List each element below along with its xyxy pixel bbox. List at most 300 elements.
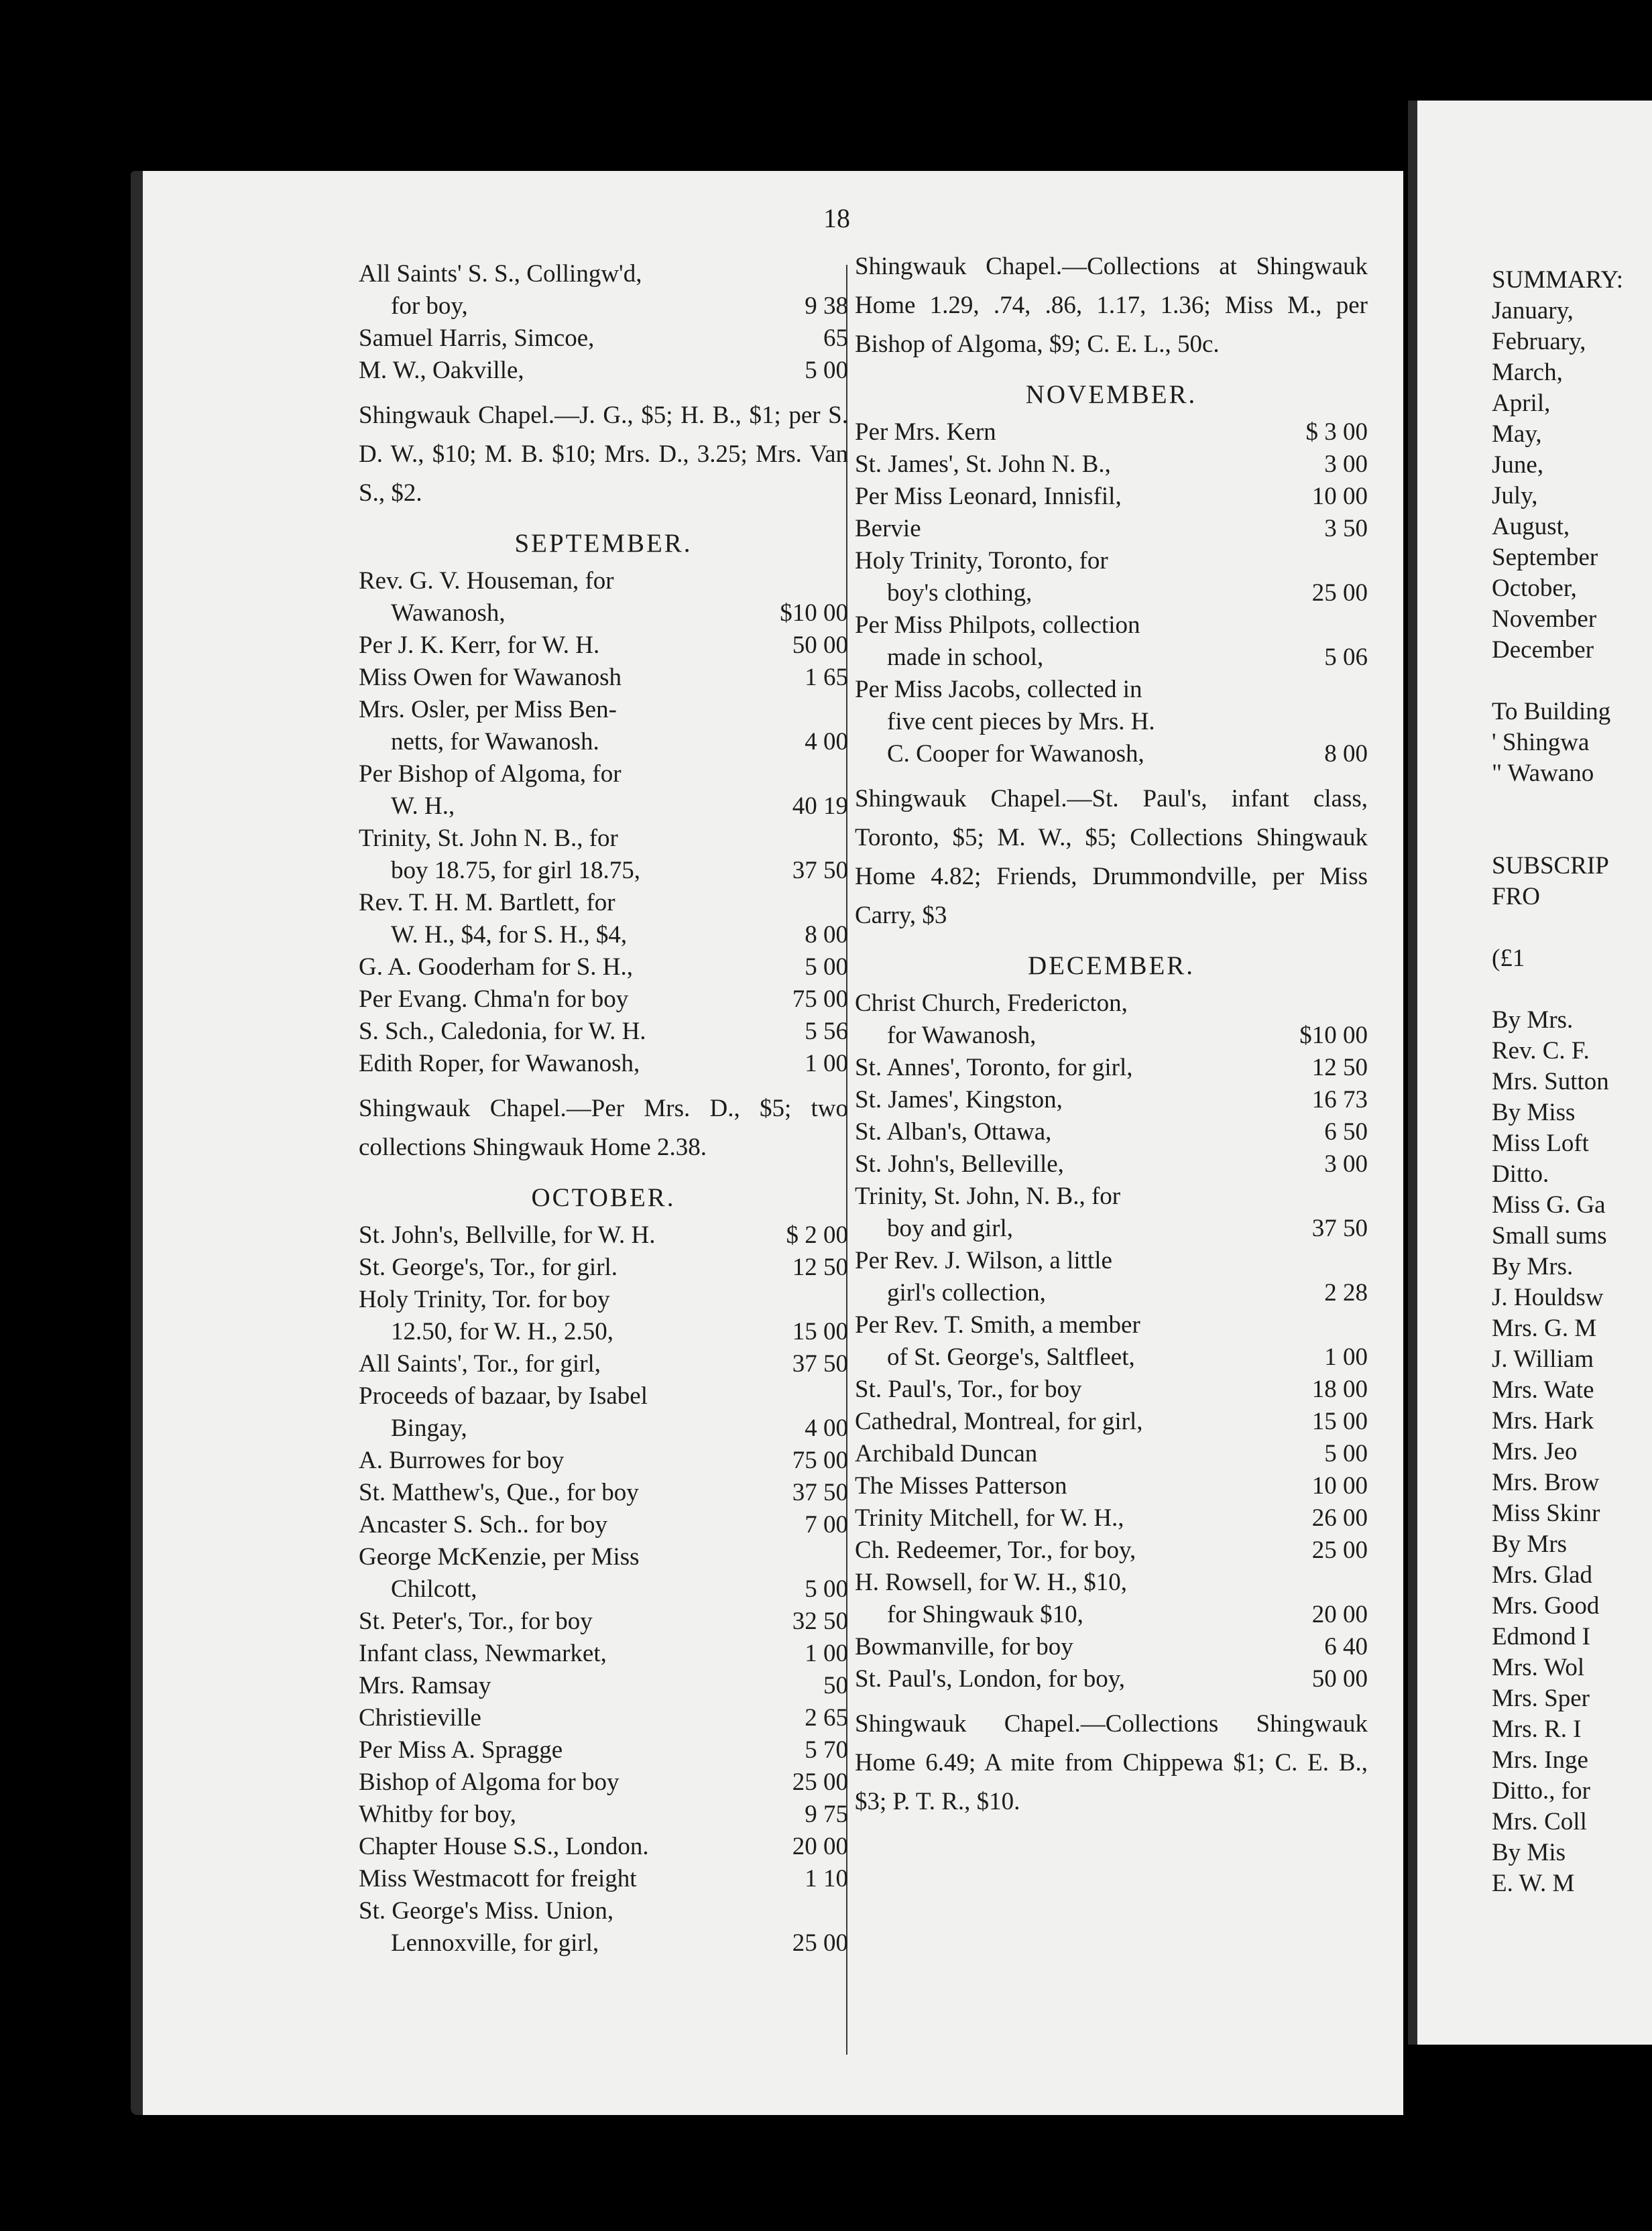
ledger-entry xyxy=(359,1348,848,1380)
entry-amount: 6 40 xyxy=(1324,1633,1368,1661)
entry-amount: 75 00 xyxy=(792,985,848,1013)
entry-donor-continued: of St. George's, Saltfleet, xyxy=(887,1343,1135,1371)
entry-donor xyxy=(359,355,734,387)
entry-donor-text: St. James', St. John N. B., xyxy=(855,450,1111,478)
entry-amount: 50 00 xyxy=(1311,1665,1368,1693)
entry-donor-text: The Misses Patterson xyxy=(855,1472,1067,1500)
facing-page-line: Mrs. Coll xyxy=(1492,1808,1587,1835)
entry-donor xyxy=(359,983,734,1016)
entry-donor-text: Cathedral, Montreal, for girl, xyxy=(855,1408,1143,1435)
entry-amount: 5 00 xyxy=(805,953,848,981)
entry-donor xyxy=(855,1406,1254,1438)
ledger-entry xyxy=(855,1052,1368,1084)
entry-amount: 12 50 xyxy=(792,1254,848,1281)
ledger-entry xyxy=(855,1245,1368,1309)
facing-page-line xyxy=(1492,974,1623,1005)
entry-donor-text: Miss Westmacott for freight xyxy=(359,1865,637,1892)
entry-donor xyxy=(359,1445,734,1477)
entry-donor-text: Bishop of Algoma for boy xyxy=(359,1768,620,1796)
entry-donor-text: All Saints' S. S., Collingw'd, xyxy=(359,260,642,288)
entry-donor-text: Per Mrs. Kern xyxy=(855,418,996,446)
entry-donor xyxy=(359,1284,734,1348)
entry-donor-text: Per Rev. T. Smith, a member xyxy=(855,1311,1140,1339)
entry-donor xyxy=(855,416,1254,448)
entry-amount: $10 00 xyxy=(1299,1022,1368,1049)
entry-donor-text: St. Paul's, Tor., for boy xyxy=(855,1376,1082,1403)
entry-donor xyxy=(359,662,734,694)
chapel-collection-note: Shingwauk Chapel.—St. Paul's, infant class, Toronto, $5; M. W., $5; Collections Shingwauk Home 4.82; Friends, Drummondville, per Miss Carry, $3 xyxy=(855,785,1368,929)
facing-page-line: October, xyxy=(1492,575,1577,602)
entry-amount: 20 00 xyxy=(1311,1601,1368,1628)
facing-page-line: (£1 xyxy=(1492,945,1525,972)
entry-donor-text: St. Paul's, London, for boy, xyxy=(855,1665,1126,1693)
entry-donor xyxy=(359,1252,734,1284)
ledger-entry xyxy=(359,1509,848,1541)
entry-amount: 4 00 xyxy=(805,1414,848,1442)
entry-donor xyxy=(359,694,734,758)
entry-donor xyxy=(359,758,734,823)
entry-donor-continued: girl's collection, xyxy=(887,1279,1046,1307)
facing-page-line: Mrs. G. M xyxy=(1492,1315,1597,1342)
entry-donor-text: Per Bishop of Algoma, for xyxy=(359,760,622,788)
entry-donor-continued: netts, for Wawanosh. xyxy=(391,728,599,756)
ledger-entry xyxy=(359,1606,848,1638)
facing-page-line: Edmond I xyxy=(1492,1623,1590,1650)
ledger-entry xyxy=(359,1380,848,1445)
entry-amount: 1 65 xyxy=(805,664,848,691)
entry-donor xyxy=(855,987,1254,1052)
entry-donor-continued: C. Cooper for Wawanosh, xyxy=(887,740,1144,768)
ledger-entry xyxy=(359,694,848,758)
entry-donor xyxy=(855,1116,1254,1148)
ledger-entry xyxy=(359,565,848,629)
facing-page-line: May, xyxy=(1492,420,1542,448)
facing-page-line: Mrs. Wate xyxy=(1492,1376,1594,1404)
entry-donor xyxy=(855,1374,1254,1406)
ledger-entry xyxy=(855,1116,1368,1148)
ledger-entry xyxy=(855,1567,1368,1631)
entry-amount: 5 00 xyxy=(1324,1440,1368,1467)
ledger-entry xyxy=(855,416,1368,448)
facing-page-line: FRO xyxy=(1492,883,1540,910)
entry-donor-text: Proceeds of bazaar, by Isabel xyxy=(359,1382,648,1410)
entry-donor-text: George McKenzie, per Miss xyxy=(359,1543,640,1571)
ledger-entry xyxy=(359,1863,848,1895)
entry-amount: 5 00 xyxy=(805,1575,848,1603)
entry-amount: 20 00 xyxy=(792,1833,848,1860)
entry-amount: 25 00 xyxy=(1311,579,1368,607)
entry-amount: 10 00 xyxy=(1311,483,1368,510)
ledger-entry xyxy=(359,1219,848,1252)
ledger-entry xyxy=(855,448,1368,481)
entry-donor xyxy=(855,513,1254,545)
ledger-entry xyxy=(855,1502,1368,1534)
entry-donor xyxy=(855,545,1254,609)
entry-donor-text: St. John's, Belleville, xyxy=(855,1150,1064,1178)
entry-donor-text: Per J. K. Kerr, for W. H. xyxy=(359,631,600,659)
entry-amount: 16 73 xyxy=(1311,1086,1368,1113)
entry-donor xyxy=(855,674,1254,770)
entry-donor xyxy=(359,1766,734,1799)
entry-donor xyxy=(855,1534,1254,1567)
entry-amount: 25 00 xyxy=(792,1929,848,1957)
ledger-entry xyxy=(855,545,1368,609)
ledger-entry xyxy=(359,1252,848,1284)
entry-donor-text: Per Evang. Chma'n for boy xyxy=(359,985,629,1013)
entry-donor xyxy=(855,1052,1254,1084)
ledger-entry xyxy=(359,1734,848,1766)
entry-amount: 3 50 xyxy=(1324,515,1368,542)
facing-page-line: Mrs. Brow xyxy=(1492,1469,1600,1496)
entry-donor-text: Samuel Harris, Simcoe, xyxy=(359,324,595,352)
facing-page-line: By Mis xyxy=(1492,1839,1566,1866)
entry-donor-text: Trinity Mitchell, for W. H., xyxy=(855,1504,1124,1532)
facing-page-line: March, xyxy=(1492,359,1563,386)
entry-amount: 1 00 xyxy=(805,1640,848,1667)
entry-donor xyxy=(359,1509,734,1541)
entry-amount: 6 50 xyxy=(1324,1118,1368,1146)
entry-donor xyxy=(359,1348,734,1380)
entry-amount: 2 28 xyxy=(1324,1279,1368,1307)
entry-donor-text: Bervie xyxy=(855,515,921,542)
ledger-entry xyxy=(359,1445,848,1477)
ledger-entry xyxy=(359,1895,848,1959)
facing-page-line: July, xyxy=(1492,482,1538,509)
ledger-entry xyxy=(855,1148,1368,1181)
entry-amount: 75 00 xyxy=(792,1447,848,1474)
entry-amount: $10 00 xyxy=(780,599,848,627)
entry-amount: 15 00 xyxy=(792,1318,848,1345)
entry-donor-text: Archibald Duncan xyxy=(855,1440,1038,1467)
facing-page-line: Mrs. Sutton xyxy=(1492,1068,1609,1095)
entry-amount: 37 50 xyxy=(792,1350,848,1378)
entry-donor-text: Christieville xyxy=(359,1704,481,1732)
ledger-entry xyxy=(359,823,848,887)
entry-donor-continued: Wawanosh, xyxy=(391,599,506,627)
entry-amount: 37 50 xyxy=(792,857,848,884)
entry-donor xyxy=(855,1631,1254,1663)
entry-donor-text: Per Rev. J. Wilson, a little xyxy=(855,1247,1112,1274)
entry-donor-continued: 12.50, for W. H., 2.50, xyxy=(391,1318,613,1345)
entry-donor-text: Infant class, Newmarket, xyxy=(359,1640,607,1667)
entry-amount: 1 10 xyxy=(805,1865,848,1892)
entry-donor-text: St. James', Kingston, xyxy=(855,1086,1063,1113)
facing-page-line: January, xyxy=(1492,297,1574,324)
facing-page-line: SUBSCRIP xyxy=(1492,852,1609,880)
entry-donor-text: A. Burrowes for boy xyxy=(359,1447,565,1474)
facing-page-line: By Mrs. xyxy=(1492,1253,1574,1280)
entry-amount: 5 56 xyxy=(805,1018,848,1045)
entry-amount: 40 19 xyxy=(792,792,848,820)
entry-donor-text: Holy Trinity, Toronto, for xyxy=(855,547,1108,575)
entry-donor xyxy=(359,1477,734,1509)
entry-amount: 37 50 xyxy=(1311,1215,1368,1242)
facing-page-line: Miss Skinr xyxy=(1492,1500,1600,1527)
entry-donor xyxy=(855,1567,1254,1631)
chapel-collection-note: Shingwauk Chapel.—Collections Shingwauk Home 6.49; A mite from Chippewa $1; C. E. B., $3; P. T. R., $10. xyxy=(855,1710,1368,1815)
entry-donor xyxy=(359,629,734,662)
ledger-entry xyxy=(359,1799,848,1831)
ledger-entry xyxy=(855,513,1368,545)
ledger-entry xyxy=(855,1534,1368,1567)
entry-donor-text: Trinity, St. John, N. B., for xyxy=(855,1183,1121,1210)
entry-donor-continued: for boy, xyxy=(391,292,468,320)
entry-donor xyxy=(359,1219,734,1252)
entry-amount: 5 06 xyxy=(1324,644,1368,671)
facing-page-line: Mrs. Jeo xyxy=(1492,1438,1578,1465)
entry-donor-text: H. Rowsell, for W. H., $10, xyxy=(855,1569,1127,1596)
entry-donor xyxy=(359,258,734,322)
ledger-entry xyxy=(855,1181,1368,1245)
entry-donor xyxy=(855,481,1254,513)
ledger-entry xyxy=(855,1631,1368,1663)
entry-donor xyxy=(359,1638,734,1670)
ledger-entry xyxy=(359,1766,848,1799)
facing-page-line xyxy=(1492,666,1623,697)
entry-donor xyxy=(855,448,1254,481)
entry-donor-continued: boy 18.75, for girl 18.75, xyxy=(391,857,641,884)
entry-amount: 10 00 xyxy=(1311,1472,1368,1500)
entry-donor-text: St. Peter's, Tor., for boy xyxy=(359,1608,593,1635)
entry-amount: 8 00 xyxy=(1324,740,1368,768)
entry-donor xyxy=(359,1016,734,1048)
entry-donor-text: St. George's, Tor., for girl. xyxy=(359,1254,618,1281)
entry-donor-continued: boy and girl, xyxy=(887,1215,1014,1242)
entry-donor-text: Per Miss A. Spragge xyxy=(359,1736,563,1764)
entry-amount: 50 00 xyxy=(792,631,848,659)
entry-amount: 25 00 xyxy=(792,1768,848,1796)
ledger-entry xyxy=(855,481,1368,513)
facing-page-line: Mrs. Good xyxy=(1492,1592,1600,1620)
ledger-entry xyxy=(855,1663,1368,1695)
chapel-collection-note: Shingwauk Chapel.—Collections at Shingwauk Home 1.29, .74, .86, 1.17, 1.36; Miss M., per Bishop of Algoma, $9; C. E. L., 50c. xyxy=(855,253,1368,358)
facing-page-line: September xyxy=(1492,544,1598,571)
entry-donor-text: Edith Roper, for Wawanosh, xyxy=(359,1050,640,1077)
entry-donor xyxy=(359,1895,734,1959)
entry-donor xyxy=(359,951,734,983)
ledger-entry xyxy=(359,258,848,322)
facing-page-line: Rev. C. F. xyxy=(1492,1037,1590,1065)
ledger-entry xyxy=(359,1016,848,1048)
ledger-entry xyxy=(359,1638,848,1670)
entry-donor-text: S. Sch., Caledonia, for W. H. xyxy=(359,1018,646,1045)
facing-page-line: To Building xyxy=(1492,698,1611,725)
facing-page-line: August, xyxy=(1492,513,1570,540)
right-column xyxy=(855,238,1368,1831)
ledger-entry xyxy=(359,951,848,983)
entry-donor xyxy=(359,1799,734,1831)
entry-donor-text: Ancaster S. Sch.. for boy xyxy=(359,1511,607,1539)
entry-donor xyxy=(359,1831,734,1863)
ledger-entry xyxy=(359,887,848,951)
entry-donor xyxy=(359,1606,734,1638)
facing-page-line: By Miss xyxy=(1492,1099,1576,1126)
ledger-entry xyxy=(359,1284,848,1348)
entry-donor-text: Per Miss Leonard, Innisfil, xyxy=(855,483,1122,510)
facing-page-line: Miss Loft xyxy=(1492,1130,1589,1157)
ledger-entry xyxy=(359,758,848,823)
entry-donor-text: Whitby for boy, xyxy=(359,1801,516,1828)
entry-donor-text: St. Annes', Toronto, for girl, xyxy=(855,1054,1133,1081)
entry-amount: 9 38 xyxy=(805,292,848,320)
entry-donor-continued: Chilcott, xyxy=(391,1575,477,1603)
facing-page-line: Mrs. R. I xyxy=(1492,1715,1582,1743)
entry-donor xyxy=(359,1702,734,1734)
entry-amount: 7 00 xyxy=(805,1511,848,1539)
facing-page-line: November xyxy=(1492,605,1597,633)
entry-amount: 32 50 xyxy=(792,1608,848,1635)
ledger-entry xyxy=(359,1670,848,1702)
facing-page-line: Mrs. Wol xyxy=(1492,1654,1585,1681)
entry-donor-text: Mrs. Osler, per Miss Ben- xyxy=(359,696,617,723)
entry-donor xyxy=(855,1181,1254,1245)
entry-donor-continued: for Shingwauk $10, xyxy=(887,1601,1083,1628)
entry-donor-text: All Saints', Tor., for girl, xyxy=(359,1350,601,1378)
entry-donor xyxy=(359,1380,734,1445)
facing-page-line: Ditto., for xyxy=(1492,1777,1590,1805)
ledger-entry xyxy=(855,674,1368,770)
facing-page-line: June, xyxy=(1492,451,1544,479)
entry-donor xyxy=(359,823,734,887)
entry-donor-continued: made in school, xyxy=(887,644,1044,671)
entry-donor xyxy=(359,1670,734,1702)
entry-amount: 3 00 xyxy=(1324,1150,1368,1178)
entry-amount: 5 00 xyxy=(805,357,848,384)
entry-amount: 9 75 xyxy=(805,1801,848,1828)
entry-donor-text: Miss Owen for Wawanosh xyxy=(359,664,622,691)
ledger-entry xyxy=(855,609,1368,674)
ledger-entry xyxy=(359,355,848,387)
facing-page-line xyxy=(1492,912,1623,943)
ledger-entry xyxy=(855,1470,1368,1502)
entry-donor-text: Rev. G. V. Houseman, for xyxy=(359,567,614,595)
entry-donor xyxy=(359,1734,734,1766)
entry-amount: 5 70 xyxy=(805,1736,848,1764)
entry-donor-text: M. W., Oakville, xyxy=(359,357,524,384)
ledger-entry xyxy=(855,1084,1368,1116)
ledger-entry xyxy=(359,983,848,1016)
entry-donor xyxy=(359,1048,734,1080)
ledger-entry xyxy=(359,1831,848,1863)
facing-page-line: Mrs. Hark xyxy=(1492,1407,1594,1435)
entry-amount: 2 65 xyxy=(805,1704,848,1732)
entry-donor xyxy=(855,1084,1254,1116)
entry-donor xyxy=(855,1470,1254,1502)
entry-donor-continued: boy's clothing, xyxy=(887,579,1032,607)
facing-page-line xyxy=(1492,789,1623,820)
chapel-collection-note: Shingwauk Chapel.—J. G., $5; H. B., $1; per S. D. W., $10; M. B. $10; Mrs. D., 3.25; Mrs. Van S., $2. xyxy=(359,402,848,507)
entry-donor xyxy=(359,887,734,951)
entry-amount: 3 00 xyxy=(1324,450,1368,478)
ledger-entry xyxy=(855,1374,1368,1406)
entry-donor xyxy=(855,1245,1254,1309)
entry-donor-text: Bowmanville, for boy xyxy=(855,1633,1073,1661)
entry-amount: 1 00 xyxy=(805,1050,848,1077)
facing-page-line: SUMMARY: xyxy=(1492,266,1624,294)
entry-donor xyxy=(359,1863,734,1895)
facing-page-line: Small sums xyxy=(1492,1222,1607,1250)
facing-page-line: Mrs. Glad xyxy=(1492,1561,1593,1589)
chapel-collection-note: Shingwauk Chapel.—Per Mrs. D., $5; two collections Shingwauk Home 2.38. xyxy=(359,1095,848,1161)
entry-donor-text: Holy Trinity, Tor. for boy xyxy=(359,1286,610,1313)
ledger-entry xyxy=(359,1702,848,1734)
entry-donor-continued: Bingay, xyxy=(391,1414,467,1442)
entry-amount: 50 xyxy=(823,1672,848,1699)
month-heading: OCTOBER. xyxy=(531,1183,676,1212)
entry-donor-continued: W. H., xyxy=(391,792,455,820)
entry-donor xyxy=(855,1663,1254,1695)
facing-page-line: April, xyxy=(1492,389,1551,417)
ledger-entry xyxy=(359,662,848,694)
ledger-entry xyxy=(855,1309,1368,1374)
entry-amount: 37 50 xyxy=(792,1479,848,1506)
entry-amount: 25 00 xyxy=(1311,1536,1368,1564)
entry-amount: 65 xyxy=(823,324,848,352)
facing-page-line: February, xyxy=(1492,328,1586,355)
entry-amount: 4 00 xyxy=(805,728,848,756)
facing-page-line: E. W. M xyxy=(1492,1870,1575,1897)
entry-amount: 18 00 xyxy=(1311,1376,1368,1403)
entry-donor-text: St. George's Miss. Union, xyxy=(359,1897,614,1925)
ledger-entry xyxy=(359,322,848,355)
left-column xyxy=(359,258,848,1959)
month-heading: DECEMBER. xyxy=(1027,951,1195,980)
entry-donor-text: Chapter House S.S., London. xyxy=(359,1833,649,1860)
entry-donor-text: Christ Church, Fredericton, xyxy=(855,989,1128,1017)
ledger-entry xyxy=(359,1048,848,1080)
entry-donor xyxy=(359,322,734,355)
facing-page-line: December xyxy=(1492,636,1594,664)
entry-donor-text: St. Alban's, Ottawa, xyxy=(855,1118,1052,1146)
ledger-entry xyxy=(359,1541,848,1606)
entry-amount: 8 00 xyxy=(805,921,848,949)
entry-donor-continued: five cent pieces by Mrs. H. xyxy=(887,708,1155,735)
facing-page-line: By Mrs. xyxy=(1492,1006,1574,1034)
facing-page-line: Mrs. Sper xyxy=(1492,1685,1590,1712)
entry-amount: $ 3 00 xyxy=(1305,418,1368,446)
month-heading: NOVEMBER. xyxy=(1025,380,1197,409)
entry-donor-text: St. John's, Bellville, for W. H. xyxy=(359,1221,656,1249)
facing-page-line: ' Shingwa xyxy=(1492,729,1590,756)
entry-donor xyxy=(359,1541,734,1606)
entry-donor xyxy=(855,1502,1254,1534)
entry-donor-text: Per Miss Jacobs, collected in xyxy=(855,676,1142,703)
entry-donor-text: Trinity, St. John N. B., for xyxy=(359,825,618,852)
facing-page-line: " Wawano xyxy=(1492,760,1594,787)
facing-page-line: Miss G. Ga xyxy=(1492,1191,1606,1219)
entry-donor xyxy=(855,1309,1254,1374)
entry-donor-text: Mrs. Ramsay xyxy=(359,1672,491,1699)
entry-donor xyxy=(359,565,734,629)
entry-amount: 26 00 xyxy=(1311,1504,1368,1532)
page-number: 18 xyxy=(823,203,850,233)
entry-donor xyxy=(855,609,1254,674)
facing-page-line: Mrs. Inge xyxy=(1492,1746,1588,1774)
entry-donor-continued: W. H., $4, for S. H., $4, xyxy=(391,921,628,949)
ledger-entry xyxy=(855,1406,1368,1438)
facing-page-line: Ditto. xyxy=(1492,1160,1549,1188)
month-heading: SEPTEMBER. xyxy=(514,529,693,558)
ledger-entry xyxy=(359,1477,848,1509)
entry-donor xyxy=(855,1148,1254,1181)
entry-donor-continued: Lennoxville, for girl, xyxy=(391,1929,599,1957)
entry-donor-text: Ch. Redeemer, Tor., for boy, xyxy=(855,1536,1136,1564)
entry-donor xyxy=(855,1438,1254,1470)
ledger-entry xyxy=(855,987,1368,1052)
entry-amount: 12 50 xyxy=(1311,1054,1368,1081)
entry-donor-text: G. A. Gooderham for S. H., xyxy=(359,953,634,981)
entry-donor-continued: for Wawanosh, xyxy=(887,1022,1037,1049)
